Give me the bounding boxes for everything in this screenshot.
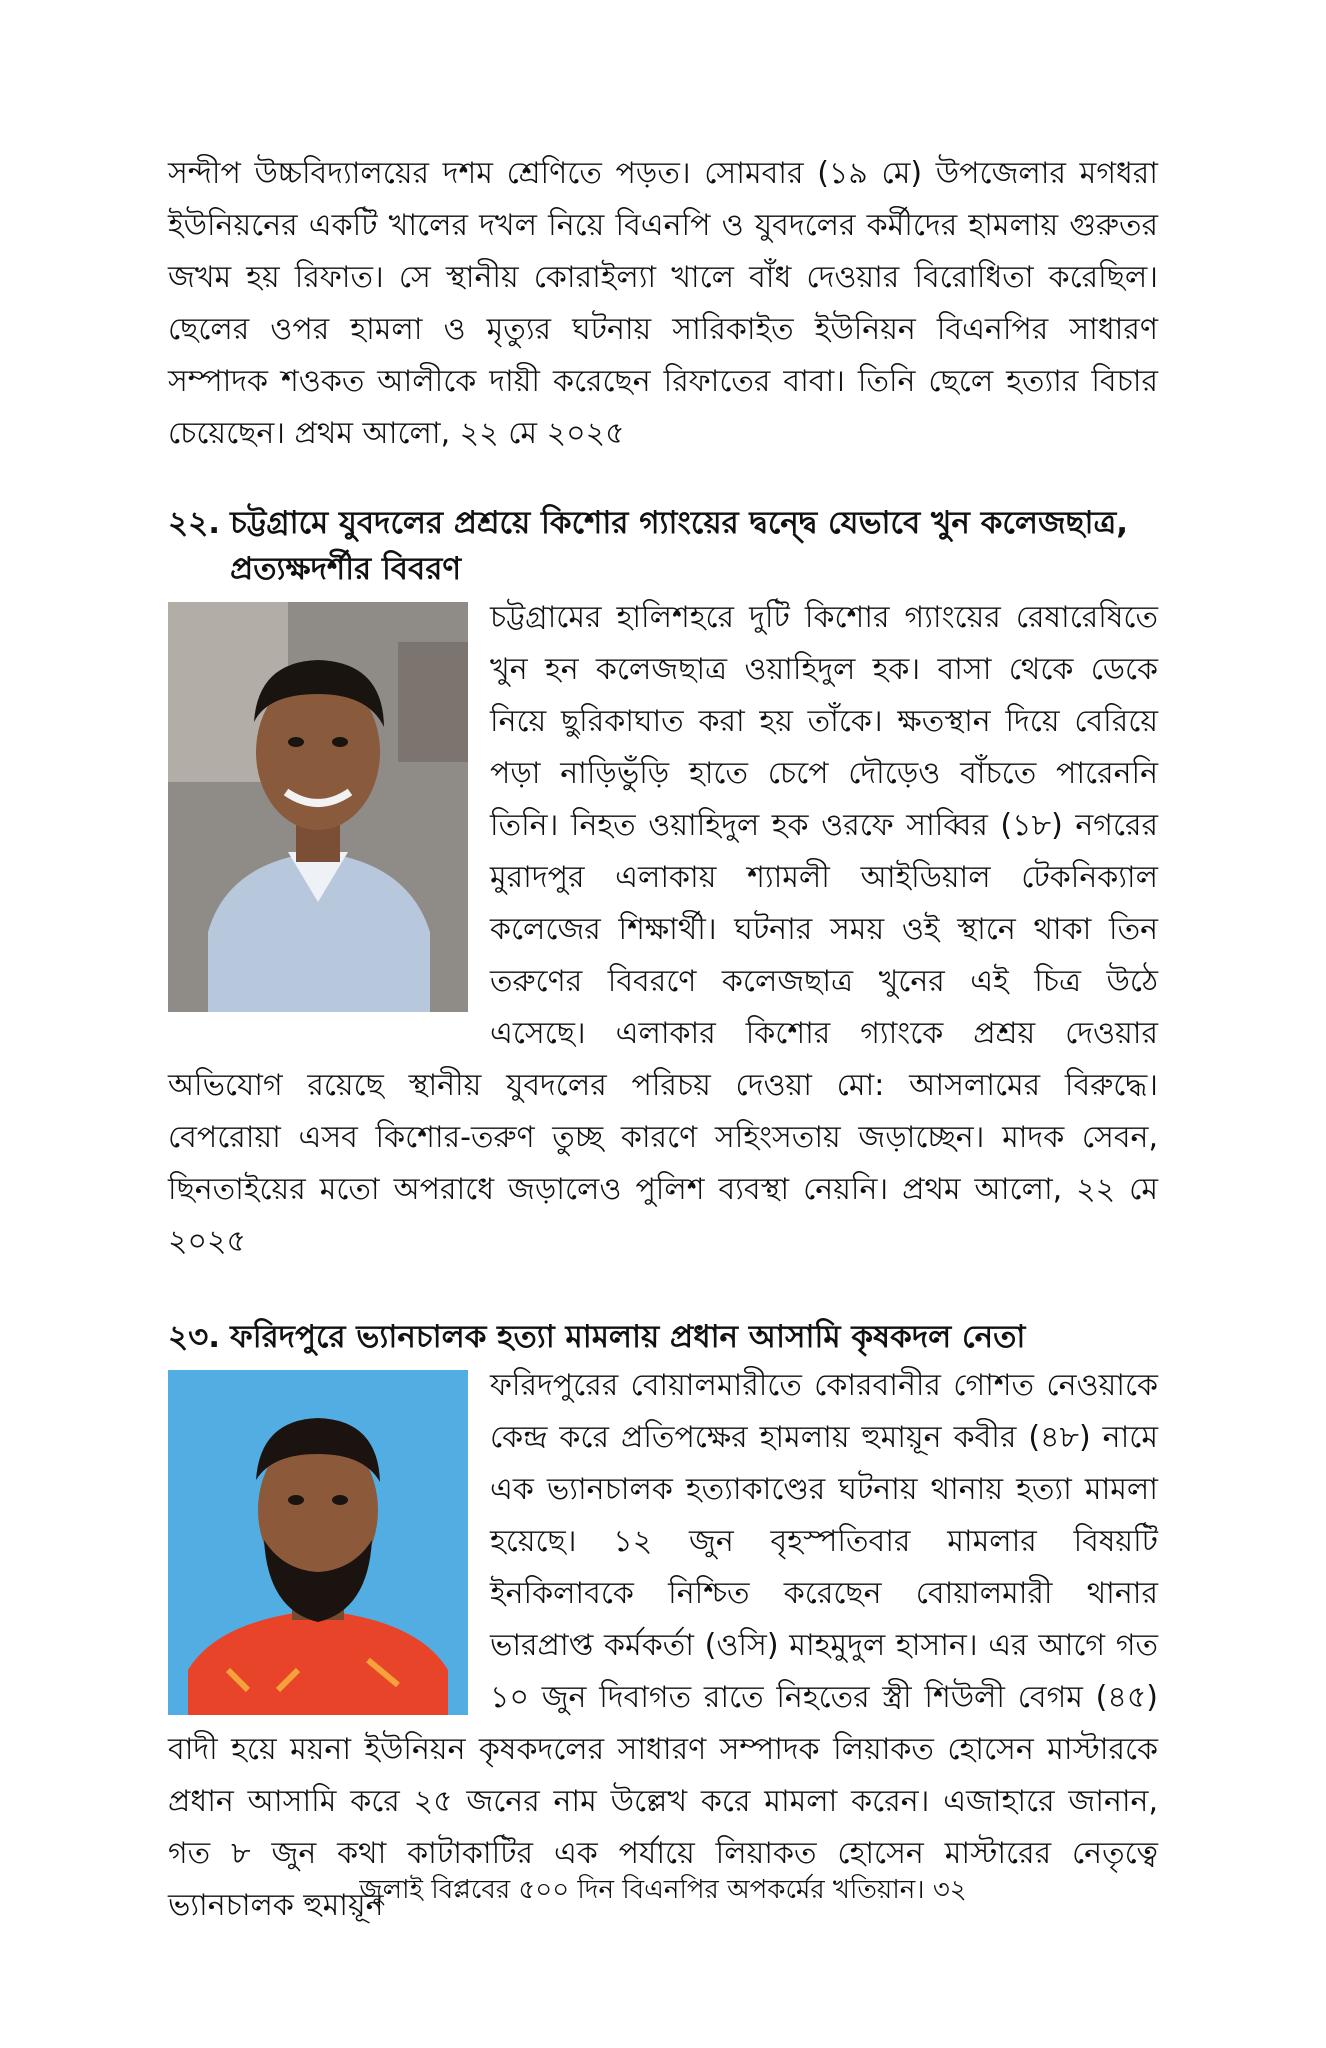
portrait-young-man-image: [168, 602, 468, 1012]
page-content: [168, 148, 1158, 1932]
news-body: ফরিদপুরের বোয়ালমারীতে কোরবানীর গোশত নেওয়াকে কেন্দ্র করে প্রতিপক্ষের হামলায় হুমায়ূন কবীর (৪৮) নামে এক ভ্যানচালক হত্যাকাণ্ডের ঘটনায় থানায় হত্যা মামলা হয়েছে। ১২ জুন বৃহস্পতিবার মামলার বিষয়টি ইনকিলাবকে নিশ্চিত করেছেন বোয়ালমারী থানার ভারপ্রাপ্ত কর্মকর্তা (ওসি) মাহমুদুল হাসান। এর আগে গত ১০ জুন দিবাগত রাতে নিহতের স্ত্রী শিউলী বেগম (৪৫) বাদী হয়ে ময়না ইউনিয়ন কৃষকদলের সাধারণ সম্পাদক লিয়াকত হোসেন মাস্টারকে প্রধান আসামি করে ২৫ জনের নাম উল্লেখ করে মামলা করেন। এজাহারে জানান, গত ৮ জুন কথা কাটাকাটির এক পর্যায়ে লিয়াকত হোসেন মাস্টারের নেতৃত্বে ভ্যানচালক হুমায়ূন: [168, 1368, 1158, 1923]
news-number: ২২.: [168, 505, 221, 541]
news-item-22: [168, 500, 1158, 1268]
news-heading: [168, 1314, 1158, 1360]
news-item-23: [168, 1314, 1158, 1932]
portrait-bearded-man-image: [168, 1370, 468, 1715]
news-title: চট্টগ্রামে যুবদলের প্রশ্রয়ে কিশোর গ্যাংয়ের দ্বন্দ্বে যেভাবে খুন কলেজছাত্র, প্রত্যক্ষদর্শীর বিবরণ: [230, 505, 1129, 587]
victim-photo: [168, 602, 468, 1012]
page-footer: জুলাই বিপ্লবের ৫০০ দিন বিএনপির অপকর্মের খতিয়ান। ৩২: [359, 1875, 967, 1905]
news-body: চট্টগ্রামের হালিশহরে দুটি কিশোর গ্যাংয়ের রেষারেষিতে খুন হন কলেজছাত্র ওয়াহিদুল হক। বাসা থেকে ডেকে নিয়ে ছুরিকাঘাত করা হয় তাঁকে। ক্ষতস্থান দিয়ে বেরিয়ে পড়া নাড়িভুঁড়ি হাতে চেপে দৌড়েও বাঁচতে পারেননি তিনি। নিহত ওয়াহিদুল হক ওরফে সাব্বির (১৮) নগরের মুরাদপুর এলাকায় শ্যামলী আইডিয়াল টেকনিক্যাল কলেজের শিক্ষার্থী। ঘটনার সময় ওই স্থানে থাকা তিন তরুণের বিবরণে কলেজছাত্র খুনের এই চিত্র উঠে এসেছে। এলাকার কিশোর গ্যাংকে প্রশ্রয় দেওয়ার অভিযোগ রয়েছে স্থানীয় যুবদলের পরিচয় দেওয়া মো: আসলামের বিরুদ্ধে। বেপরোয়া এসব কিশোর-তরুণ তুচ্ছ কারণে সহিংসতায় জড়াচ্ছেন। মাদক সেবন, ছিনতাইয়ের মতো অপরাধে জড়ালেও পুলিশ ব্যবস্থা নেয়নি। প্রথম আলো, ২২ মে ২০২৫: [168, 600, 1158, 1259]
victim-photo: [168, 1370, 468, 1715]
news-number: ২৩.: [168, 1319, 221, 1355]
news-title: ফরিদপুরে ভ্যানচালক হত্যা মামলায় প্রধান আসামি কৃষকদল নেতা: [230, 1319, 1026, 1355]
news-heading: [168, 500, 1158, 592]
intro-paragraph: সন্দীপ উচ্চবিদ্যালয়ের দশম শ্রেণিতে পড়ত। সোমবার (১৯ মে) উপজেলার মগধরা ইউনিয়নের একটি খালের দখল নিয়ে বিএনপি ও যুবদলের কর্মীদের হামলায় গুরুতর জখম হয় রিফাত। সে স্থানীয় কোরাইল্যা খালে বাঁধ দেওয়ার বিরোধিতা করেছিল। ছেলের ওপর হামলা ও মৃত্যুর ঘটনায় সারিকাইত ইউনিয়ন বিএনপির সাধারণ সম্পাদক শওকত আলীকে দায়ী করেছেন রিফাতের বাবা। তিনি ছেলে হত্যার বিচার চেয়েছেন। প্রথম আলো, ২২ মে ২০২৫: [168, 156, 1158, 451]
